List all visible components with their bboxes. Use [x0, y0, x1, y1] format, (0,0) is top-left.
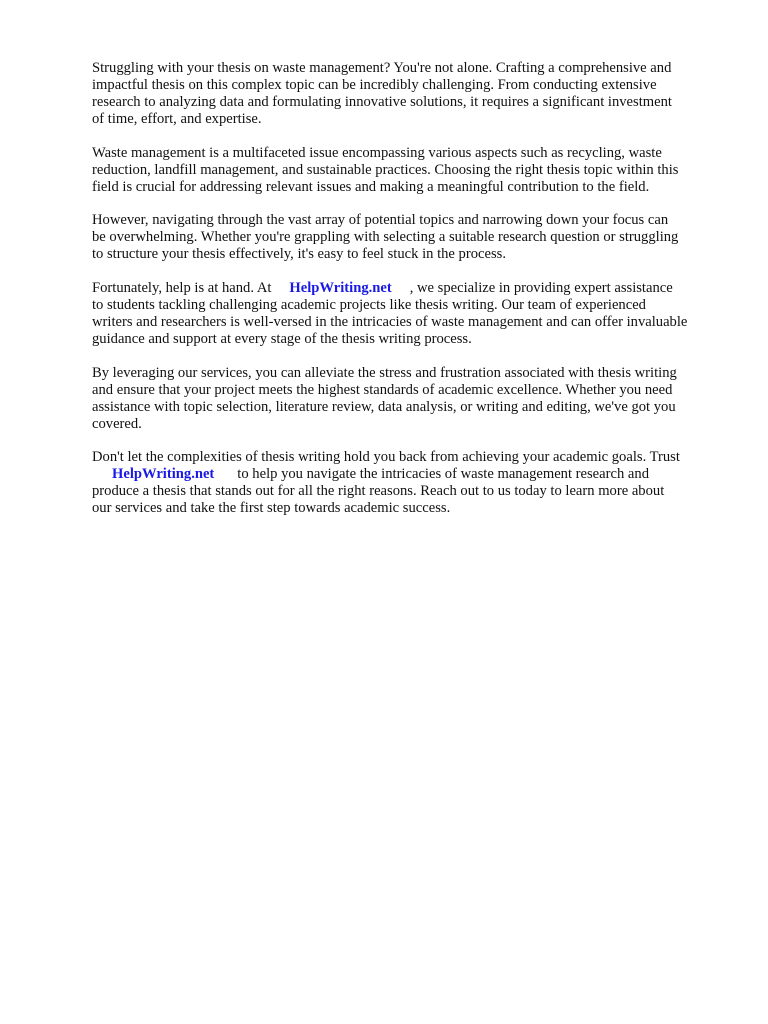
helpwriting-link[interactable]: HelpWriting.net	[289, 279, 392, 296]
text-line: and ensure that your project meets the highest standards of academic excellence. Whether you need	[92, 381, 673, 398]
text-line: produce a thesis that stands out for all the right reasons. Reach out to us today to learn more about	[92, 483, 665, 500]
paragraph-help-at-hand	[92, 280, 732, 348]
text-line: Waste management is a multifaceted issue encompassing various aspects such as recycling, waste	[92, 144, 662, 161]
text-line	[92, 466, 732, 483]
text-line: By leveraging our services, you can alleviate the stress and frustration associated with thesis writing	[92, 364, 677, 381]
text-segment: to help you navigate the intricacies of waste management research and	[237, 466, 649, 483]
text-line: Don't let the complexities of thesis writing hold you back from achieving your academic goals. Trust	[92, 449, 680, 466]
text-line: to students tackling challenging academic projects like thesis writing. Our team of experienced	[92, 296, 646, 313]
text-line: writers and researchers is well-versed in the intricacies of waste management and can offer invaluable	[92, 314, 688, 331]
paragraph-call-to-action	[92, 449, 732, 517]
text-segment: Fortunately, help is at hand. At	[92, 279, 272, 296]
text-segment: , we specialize in providing expert assistance	[409, 279, 673, 296]
text-line: of time, effort, and expertise.	[92, 111, 262, 128]
helpwriting-link[interactable]: HelpWriting.net	[112, 466, 215, 483]
text-line: guidance and support at every stage of the thesis writing process.	[92, 331, 472, 348]
text-line	[92, 280, 732, 297]
text-line: impactful thesis on this complex topic can be incredibly challenging. From conducting extensive	[92, 77, 657, 94]
document-page	[92, 60, 732, 534]
paragraph-navigating-topics	[92, 212, 732, 263]
text-line: reduction, landfill management, and sustainable practices. Choosing the right thesis topic within this	[92, 161, 679, 178]
text-line: research to analyzing data and formulating innovative solutions, it requires a significant investment	[92, 94, 672, 111]
text-line: assistance with topic selection, literature review, data analysis, or writing and editing, we've got you	[92, 398, 676, 415]
text-line: Struggling with your thesis on waste management? You're not alone. Crafting a comprehensive and	[92, 60, 672, 76]
paragraph-intro	[92, 60, 732, 128]
text-line: our services and take the first step towards academic success.	[92, 500, 451, 517]
text-line: to structure your thesis effectively, it's easy to feel stuck in the process.	[92, 246, 506, 263]
paragraph-waste-management	[92, 145, 732, 196]
paragraph-leveraging-services	[92, 365, 732, 433]
text-line: However, navigating through the vast array of potential topics and narrowing down your focus can	[92, 212, 669, 229]
text-line: covered.	[92, 415, 142, 432]
text-line: field is crucial for addressing relevant issues and making a meaningful contribution to the field.	[92, 178, 650, 195]
text-line: be overwhelming. Whether you're grappling with selecting a suitable research question or struggling	[92, 229, 679, 246]
